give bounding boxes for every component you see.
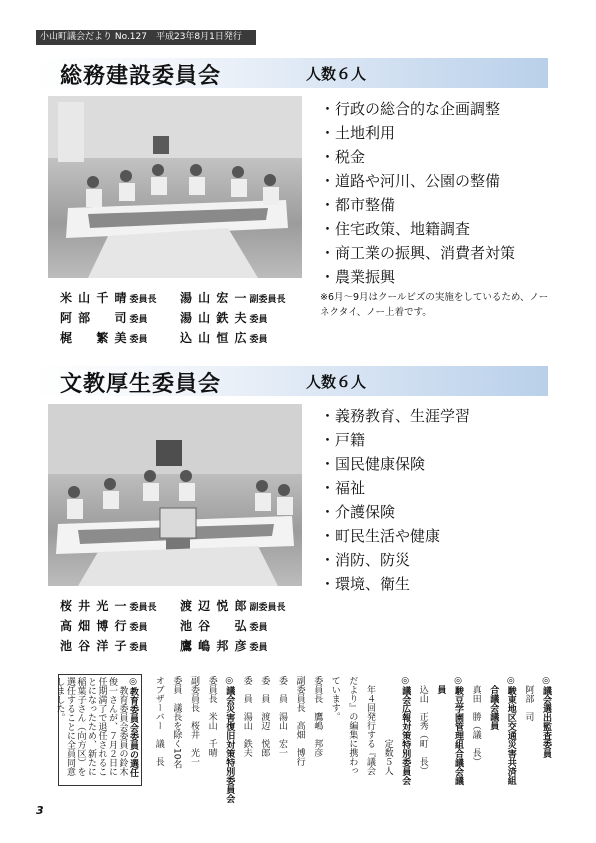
box-text: 俊一さんが、７月２日に [107,677,117,776]
column-heading: ◎議会災害復旧対策特別委員会 [224,676,235,803]
member-role: 委員長 [129,603,157,613]
member-role: 委員 [129,335,148,345]
committee2-count: 人数６人 [306,373,367,391]
member-name: 込 山 恒 広 [180,331,248,345]
column-text: ています。 [329,676,340,721]
duty-item: ・税金 [320,148,366,166]
column-heading: ◎駿豆学園管理組合議会議 [453,676,463,785]
member-name: 高 畑 博 行 [60,619,128,633]
box-text: 任期満了で退任されるこ [96,677,107,776]
duty-item: ・農業振興 [320,268,396,286]
duty-item: ・福祉 [320,479,366,497]
member-role: 委員 [129,643,148,653]
column-text: 定数５人 [382,676,393,775]
member-name: 米 山 千 晴 [60,291,128,305]
box-text: しました。 [54,677,65,722]
newsletter-header: 小山町議会だより No.127 平成23年8月1日発行 [36,30,256,45]
member-role: 委員 [129,315,148,325]
column-heading: ◎駿東地区交通災害共済組 [505,676,516,785]
duty-item: ・町民生活や健康 [320,527,441,545]
duty-item: ・商工業の振興、消費者対策 [320,244,516,262]
column-text: だより』の編集に携わっ [347,676,358,775]
member-role: 委員 [249,315,268,325]
box-text: 選任することに全員同意 [65,677,75,776]
column-heading: 員 [435,676,446,694]
column-text: 込山 正秀（町 長） [417,676,428,775]
column-text: 委員 議長を除く10名 [171,676,182,769]
box-text: 稲葉子さん（向方区）を [75,677,86,776]
duty-item: ・都市整備 [320,196,396,214]
column-heading: ◎議会広報対策特別委員会 [400,676,411,785]
duty-item: ・環境、衛生 [320,575,411,593]
member-role: 委員 [249,623,268,633]
member-name: 渡 辺 悦 郎 [180,599,248,613]
committee1-photo [48,96,302,278]
member-name: 湯 山 宏 一 [180,291,248,305]
duty-item: ・国民健康保険 [320,455,426,473]
column-heading: 合議会議員 [488,676,499,730]
committee1-title: 総務建設委員会 [60,63,222,89]
member-role: 副委員長 [249,603,286,613]
duty-item: ・住宅政策、地籍調査 [320,220,471,238]
duty-item: ・消防、防災 [320,551,411,569]
member-name: 阿 部 司 [60,311,128,325]
column-text: オブザーバー 議 長 [153,676,164,766]
box-text: とになったため、新たに [86,677,96,776]
column-text: 副委員長 桜井 光一 [189,676,199,766]
member-name: 湯 山 鉄 夫 [180,311,248,325]
column-text: 副委員長 高畑 博行 [294,676,305,766]
duty-item: ・義務教育、生涯学習 [320,407,471,425]
box-text: 教育委員会委員の鈴木 [117,677,128,776]
committee2-duties [320,404,470,596]
committee2-photo [48,404,302,586]
duty-item: ・介護保険 [320,503,396,521]
member-name: 池 谷 洋 子 [60,639,128,653]
member-role: 委員 [249,335,268,345]
column-text: 真田 勝（議 長） [470,676,481,766]
column-text: 阿部 司 [523,676,534,721]
box-heading: ◎教育委員会委員の選任 [128,677,138,777]
column-text: 委 員 湯山 宏一 [277,676,287,757]
member-name: 桜 井 光 一 [60,599,128,613]
column-text: 委 員 渡辺 悦郎 [259,676,270,757]
column-text: 年４回発行する『議会 [365,676,375,775]
column-text: 委員長 米山 千晴 [206,676,217,757]
page-number: 3 [36,804,44,817]
member-role: 委員長 [129,295,157,305]
member-name: 鷹 嶋 邦 彦 [180,639,248,653]
education-board-box [54,674,142,786]
coolbiz-note: ※6月〜9月はクールビズの実施をしているため、ノーネクタイ、ノー上着です。 [320,292,549,318]
member-role: 副委員長 [249,295,286,305]
committee1-count: 人数６人 [306,65,367,83]
committee2-title-band [36,366,548,396]
duty-item: ・土地利用 [320,124,396,142]
duty-item: ・行政の総合的な企画調整 [320,100,501,118]
duty-item: ・道路や河川、公園の整備 [320,172,501,190]
member-name: 梶 繁 美 [60,331,128,345]
member-role: 委員 [129,623,148,633]
column-text: 委員長 鷹嶋 邦彦 [312,676,323,757]
column-text: 委 員 湯山 鉄夫 [241,676,252,757]
duty-item: ・戸籍 [320,431,366,449]
committee2-title: 文教厚生委員会 [60,371,222,397]
column-heading: ◎議会選出監査委員 [541,676,551,758]
member-role: 委員 [249,643,268,653]
committee1-duties [320,97,515,289]
member-name: 池 谷 弘 [180,619,248,633]
committee1-title-band [36,58,548,88]
